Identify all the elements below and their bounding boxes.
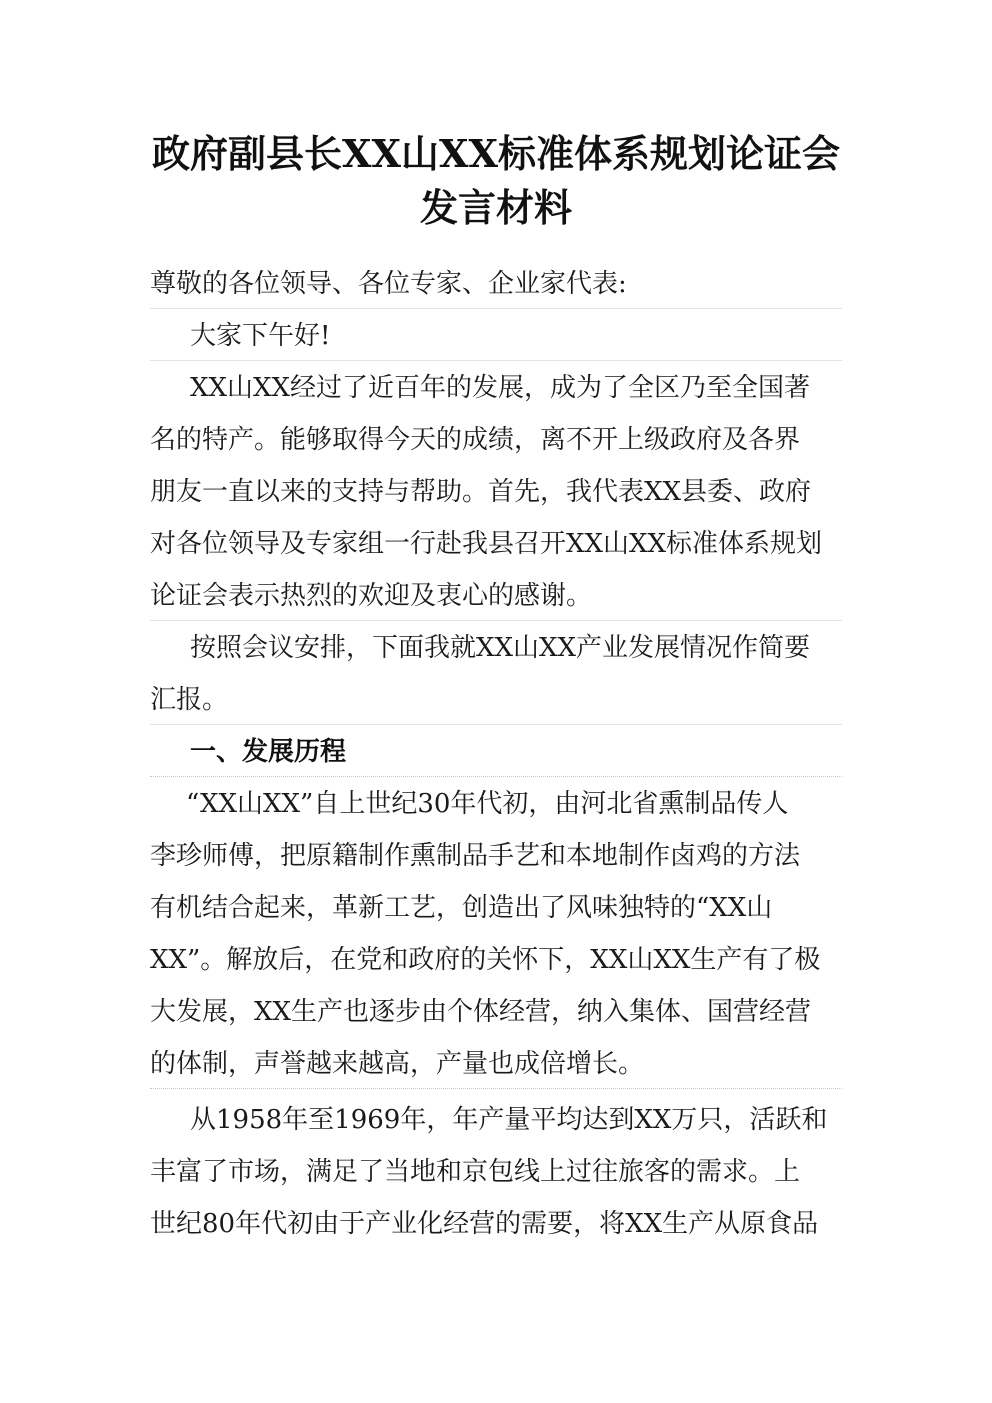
divider	[150, 776, 842, 777]
divider	[150, 308, 842, 309]
paragraph-line: 的体制，声誉越来越高，产量也成倍增长。	[150, 1049, 645, 1079]
paragraph-2	[150, 622, 850, 726]
paragraph-line: 名的特产。能够取得今天的成绩，离不开上级政府及各界	[150, 425, 801, 455]
divider	[150, 360, 842, 361]
divider	[150, 1088, 842, 1089]
paragraph-3	[150, 778, 850, 1090]
paragraph-line: 汇报。	[150, 685, 229, 715]
salutation	[150, 258, 850, 310]
paragraph-line: 世纪80年代初由于产业化经营的需要，将XX生产从原食品	[150, 1209, 819, 1239]
paragraph-line: 大发展，XX生产也逐步由个体经营，纳入集体、国营经营	[150, 997, 812, 1027]
divider	[150, 620, 842, 621]
paragraph-line: 丰富了市场，满足了当地和京包线上过往旅客的需求。上	[150, 1157, 801, 1187]
paragraph-line: 朋友一直以来的支持与帮助。首先，我代表XX县委、政府	[150, 477, 812, 507]
section-heading: 一、发展历程	[190, 737, 347, 767]
paragraph-line: 从1958年至1969年，年产量平均达到XX万只，活跃和	[190, 1105, 828, 1135]
greeting-text: 大家下午好!	[190, 321, 331, 351]
paragraph-line: “XX山XX”自上世纪30年代初，由河北省熏制品传人	[186, 789, 789, 819]
paragraph-line: 论证会表示热烈的欢迎及衷心的感谢。	[150, 581, 593, 611]
paragraph-line: 对各位领导及专家组一行赴我县召开XX山XX标准体系规划	[150, 529, 823, 559]
paragraph-line: 有机结合起来，革新工艺，创造出了风味独特的“XX山	[150, 893, 773, 923]
divider	[150, 724, 842, 725]
document-title-line-2: 发言材料	[419, 185, 572, 230]
paragraph-line: XX山XX经过了近百年的发展，成为了全区乃至全国著	[190, 373, 811, 403]
salutation-text: 尊敬的各位领导、各位专家、企业家代表:	[150, 269, 627, 299]
paragraph-line: XX”。解放后，在党和政府的关怀下，XX山XX生产有了极	[150, 945, 821, 975]
paragraph-line: 李珍师傅，把原籍制作熏制品手艺和本地制作卤鸡的方法	[150, 841, 801, 871]
greeting	[190, 310, 890, 362]
paragraph-1	[150, 362, 850, 622]
paragraph-line: 按照会议安排，下面我就XX山XX产业发展情况作简要	[190, 633, 811, 663]
paragraph-4	[150, 1094, 850, 1250]
document-title-line-1: 政府副县长XX山XX标准体系规划论证会	[152, 131, 840, 176]
